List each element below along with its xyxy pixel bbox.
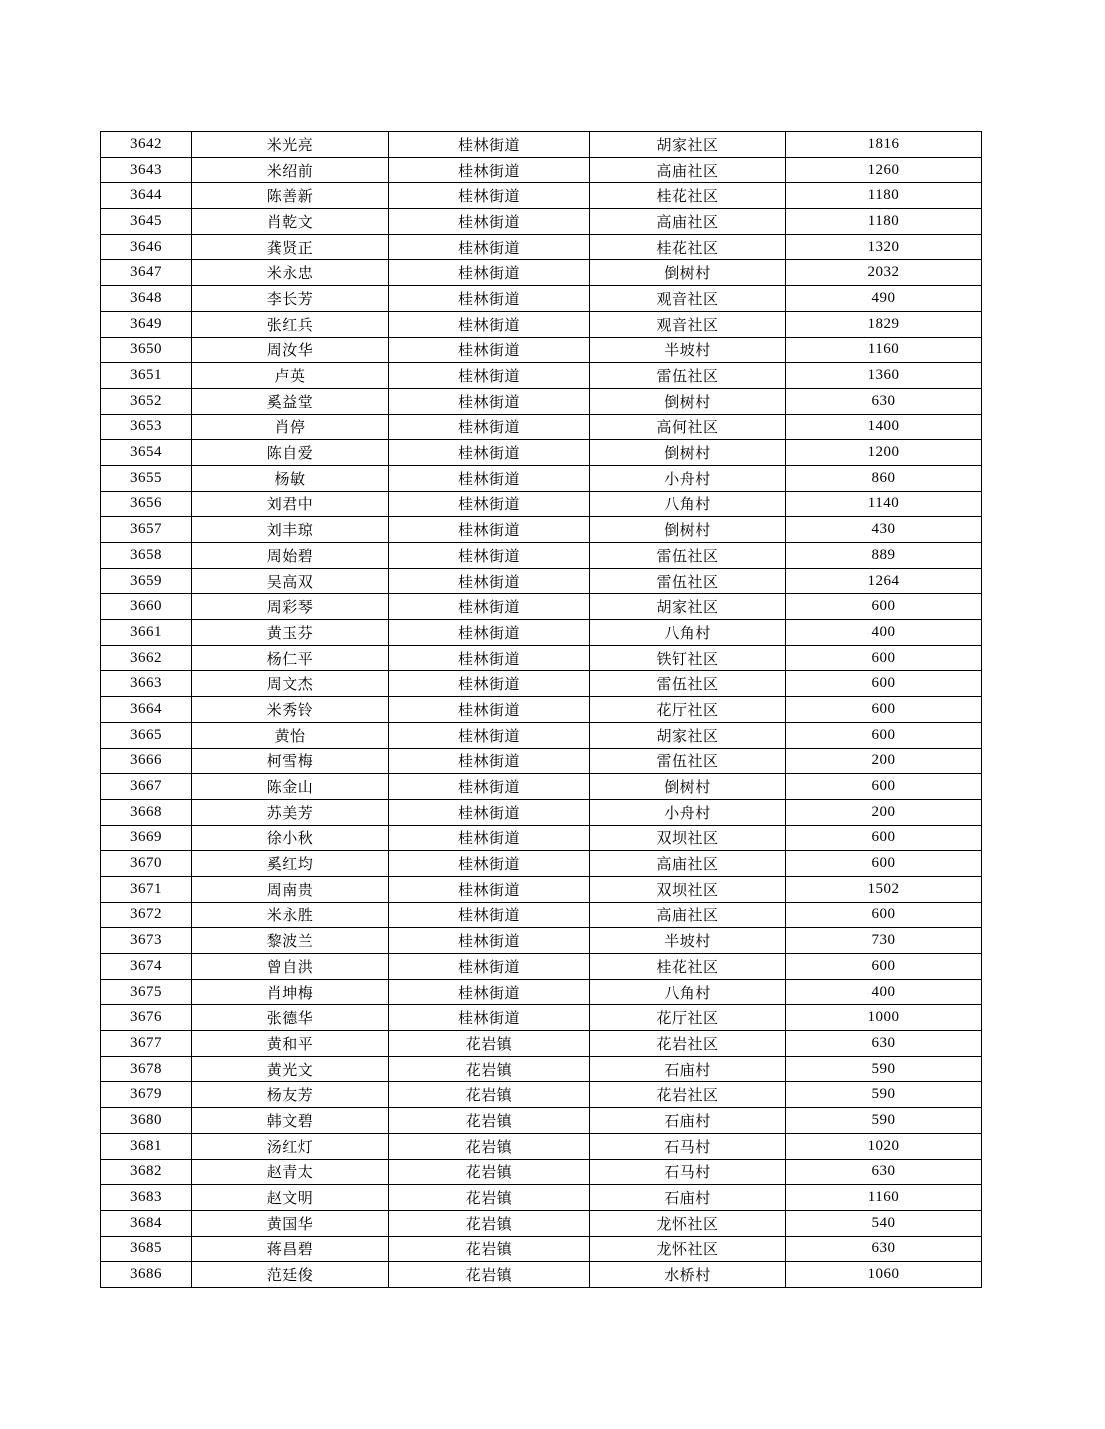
table-cell-village: 八角村 [590,491,786,517]
table-cell-name: 苏美芳 [192,799,389,825]
table-cell-street: 桂林街道 [389,491,590,517]
table-row [101,1005,982,1031]
table-cell-village: 雷伍社区 [590,748,786,774]
table-cell-street: 桂林街道 [389,260,590,286]
table-row [101,671,982,697]
table-cell-street: 花岩镇 [389,1031,590,1057]
table-body [101,132,982,1288]
table-row [101,876,982,902]
table-cell-amount: 1260 [786,157,982,183]
table-row [101,491,982,517]
table-cell-name: 张德华 [192,1005,389,1031]
table-cell-name: 周始碧 [192,543,389,569]
table-cell-street: 桂林街道 [389,928,590,954]
table-cell-amount: 540 [786,1210,982,1236]
table-row [101,697,982,723]
table-cell-street: 桂林街道 [389,465,590,491]
table-cell-id: 3651 [101,363,192,389]
table-row [101,1108,982,1134]
table-cell-amount: 600 [786,722,982,748]
table-cell-id: 3648 [101,286,192,312]
table-row [101,132,982,158]
table-row [101,1262,982,1288]
table-cell-village: 双坝社区 [590,825,786,851]
table-cell-name: 肖停 [192,414,389,440]
table-row [101,954,982,980]
table-cell-village: 观音社区 [590,311,786,337]
table-cell-village: 水桥村 [590,1262,786,1288]
table-cell-amount: 1360 [786,363,982,389]
table-cell-name: 龚贤正 [192,234,389,260]
table-cell-amount: 400 [786,979,982,1005]
table-cell-amount: 200 [786,748,982,774]
table-cell-id: 3656 [101,491,192,517]
table-cell-name: 米秀铃 [192,697,389,723]
table-cell-id: 3647 [101,260,192,286]
table-cell-amount: 630 [786,1159,982,1185]
table-cell-id: 3652 [101,388,192,414]
table-cell-village: 胡家社区 [590,594,786,620]
table-cell-amount: 400 [786,620,982,646]
table-cell-id: 3683 [101,1185,192,1211]
table-cell-amount: 1060 [786,1262,982,1288]
table-cell-street: 花岩镇 [389,1262,590,1288]
table-cell-id: 3661 [101,620,192,646]
table-cell-id: 3684 [101,1210,192,1236]
table-row [101,902,982,928]
table-cell-amount: 1320 [786,234,982,260]
table-cell-village: 高何社区 [590,414,786,440]
table-cell-name: 米永胜 [192,902,389,928]
table-cell-street: 桂林街道 [389,388,590,414]
table-cell-amount: 1264 [786,568,982,594]
table-cell-street: 桂林街道 [389,954,590,980]
table-cell-amount: 730 [786,928,982,954]
table-cell-street: 桂林街道 [389,825,590,851]
table-cell-name: 范廷俊 [192,1262,389,1288]
table-cell-village: 倒树村 [590,260,786,286]
table-cell-village: 花岩社区 [590,1082,786,1108]
table-cell-id: 3674 [101,954,192,980]
table-cell-amount: 600 [786,594,982,620]
table-cell-name: 柯雪梅 [192,748,389,774]
table-cell-street: 花岩镇 [389,1108,590,1134]
table-cell-id: 3653 [101,414,192,440]
table-row [101,337,982,363]
table-row [101,260,982,286]
table-cell-village: 八角村 [590,979,786,1005]
table-cell-id: 3645 [101,209,192,235]
table-cell-id: 3658 [101,543,192,569]
table-cell-name: 陈善新 [192,183,389,209]
table-cell-street: 桂林街道 [389,286,590,312]
table-cell-name: 刘君中 [192,491,389,517]
data-table [100,131,982,1288]
table-row [101,440,982,466]
table-row [101,799,982,825]
table-cell-village: 石庙村 [590,1108,786,1134]
table-cell-amount: 600 [786,774,982,800]
table-row [101,1056,982,1082]
table-cell-id: 3649 [101,311,192,337]
table-cell-amount: 630 [786,388,982,414]
table-cell-street: 桂林街道 [389,902,590,928]
table-cell-name: 周南贵 [192,876,389,902]
table-cell-street: 桂林街道 [389,568,590,594]
table-cell-id: 3669 [101,825,192,851]
table-cell-village: 倒树村 [590,440,786,466]
table-cell-village: 倒树村 [590,388,786,414]
table-cell-amount: 1180 [786,183,982,209]
table-cell-village: 铁钉社区 [590,645,786,671]
table-cell-village: 龙怀社区 [590,1236,786,1262]
table-row [101,209,982,235]
table-cell-village: 小舟村 [590,799,786,825]
table-cell-id: 3673 [101,928,192,954]
table-cell-village: 花岩社区 [590,1031,786,1057]
table-cell-amount: 1180 [786,209,982,235]
table-cell-village: 花厅社区 [590,697,786,723]
table-cell-amount: 600 [786,851,982,877]
table-cell-street: 桂林街道 [389,799,590,825]
table-cell-street: 桂林街道 [389,234,590,260]
table-cell-name: 张红兵 [192,311,389,337]
table-cell-amount: 490 [786,286,982,312]
table-cell-name: 卢英 [192,363,389,389]
table-cell-name: 肖坤梅 [192,979,389,1005]
table-cell-street: 桂林街道 [389,209,590,235]
table-cell-name: 黄怡 [192,722,389,748]
table-cell-name: 徐小秋 [192,825,389,851]
table-cell-village: 高庙社区 [590,157,786,183]
table-cell-name: 汤红灯 [192,1133,389,1159]
table-row [101,234,982,260]
table-row [101,465,982,491]
table-cell-id: 3644 [101,183,192,209]
table-cell-village: 雷伍社区 [590,363,786,389]
table-cell-id: 3685 [101,1236,192,1262]
table-cell-name: 奚红均 [192,851,389,877]
table-row [101,388,982,414]
table-cell-village: 半坡村 [590,928,786,954]
table-cell-street: 桂林街道 [389,620,590,646]
table-cell-name: 黎波兰 [192,928,389,954]
table-cell-id: 3650 [101,337,192,363]
table-cell-amount: 1000 [786,1005,982,1031]
table-cell-village: 观音社区 [590,286,786,312]
table-cell-name: 周文杰 [192,671,389,697]
table-row [101,517,982,543]
table-row [101,1185,982,1211]
table-cell-id: 3678 [101,1056,192,1082]
table-cell-village: 半坡村 [590,337,786,363]
table-cell-amount: 1160 [786,1185,982,1211]
table-cell-amount: 630 [786,1236,982,1262]
table-cell-amount: 860 [786,465,982,491]
table-cell-village: 高庙社区 [590,209,786,235]
table-cell-amount: 600 [786,697,982,723]
table-cell-village: 小舟村 [590,465,786,491]
table-cell-name: 李长芳 [192,286,389,312]
table-cell-amount: 600 [786,954,982,980]
table-row [101,543,982,569]
table-cell-name: 杨仁平 [192,645,389,671]
table-cell-id: 3676 [101,1005,192,1031]
table-cell-id: 3682 [101,1159,192,1185]
table-row [101,1031,982,1057]
table-cell-id: 3664 [101,697,192,723]
table-cell-village: 桂花社区 [590,234,786,260]
table-cell-street: 桂林街道 [389,132,590,158]
table-cell-name: 周彩琴 [192,594,389,620]
table-cell-name: 曾自洪 [192,954,389,980]
table-cell-village: 桂花社区 [590,954,786,980]
table-cell-name: 赵文明 [192,1185,389,1211]
table-cell-amount: 1502 [786,876,982,902]
table-cell-village: 石庙村 [590,1056,786,1082]
table-cell-amount: 1160 [786,337,982,363]
table-cell-amount: 1400 [786,414,982,440]
table-cell-id: 3659 [101,568,192,594]
table-cell-amount: 600 [786,671,982,697]
table-cell-name: 吴高双 [192,568,389,594]
table-cell-village: 倒树村 [590,774,786,800]
table-cell-street: 桂林街道 [389,851,590,877]
table-cell-name: 奚益堂 [192,388,389,414]
table-row [101,1133,982,1159]
table-cell-id: 3679 [101,1082,192,1108]
table-row [101,774,982,800]
table-cell-name: 陈金山 [192,774,389,800]
table-cell-village: 高庙社区 [590,851,786,877]
table-row [101,1159,982,1185]
table-cell-street: 桂林街道 [389,440,590,466]
table-cell-street: 花岩镇 [389,1236,590,1262]
table-row [101,722,982,748]
table-cell-id: 3672 [101,902,192,928]
table-row [101,594,982,620]
table-cell-amount: 600 [786,825,982,851]
table-cell-name: 杨敏 [192,465,389,491]
table-cell-id: 3646 [101,234,192,260]
table-cell-village: 倒树村 [590,517,786,543]
table-cell-id: 3642 [101,132,192,158]
table-cell-village: 胡家社区 [590,132,786,158]
table-cell-street: 桂林街道 [389,748,590,774]
table-cell-name: 陈自爱 [192,440,389,466]
table-cell-id: 3660 [101,594,192,620]
table-cell-id: 3680 [101,1108,192,1134]
table-row [101,851,982,877]
table-cell-id: 3654 [101,440,192,466]
table-cell-village: 石庙村 [590,1185,786,1211]
table-cell-id: 3666 [101,748,192,774]
table-cell-street: 桂林街道 [389,645,590,671]
table-row [101,1236,982,1262]
table-cell-name: 周汝华 [192,337,389,363]
table-cell-id: 3657 [101,517,192,543]
table-row [101,825,982,851]
table-cell-amount: 200 [786,799,982,825]
table-cell-village: 八角村 [590,620,786,646]
table-cell-name: 刘丰琼 [192,517,389,543]
table-row [101,1082,982,1108]
table-row [101,568,982,594]
table-row [101,1210,982,1236]
table-cell-id: 3665 [101,722,192,748]
table-cell-street: 桂林街道 [389,876,590,902]
table-cell-id: 3663 [101,671,192,697]
table-cell-name: 黄和平 [192,1031,389,1057]
table-row [101,620,982,646]
table-row [101,286,982,312]
table-cell-street: 桂林街道 [389,774,590,800]
table-cell-street: 花岩镇 [389,1082,590,1108]
table-cell-amount: 889 [786,543,982,569]
table-cell-name: 杨友芳 [192,1082,389,1108]
table-cell-id: 3670 [101,851,192,877]
table-cell-street: 花岩镇 [389,1210,590,1236]
table-cell-street: 桂林街道 [389,594,590,620]
table-cell-name: 米永忠 [192,260,389,286]
table-cell-name: 黄玉芬 [192,620,389,646]
table-cell-village: 高庙社区 [590,902,786,928]
table-cell-street: 花岩镇 [389,1185,590,1211]
table-cell-street: 桂林街道 [389,337,590,363]
table-cell-amount: 2032 [786,260,982,286]
table-cell-id: 3643 [101,157,192,183]
table-cell-id: 3667 [101,774,192,800]
table-cell-amount: 590 [786,1082,982,1108]
table-cell-name: 黄光文 [192,1056,389,1082]
table-cell-street: 桂林街道 [389,671,590,697]
table-cell-village: 雷伍社区 [590,671,786,697]
table-cell-street: 桂林街道 [389,979,590,1005]
table-cell-village: 石马村 [590,1159,786,1185]
table-cell-name: 肖乾文 [192,209,389,235]
table-cell-village: 胡家社区 [590,722,786,748]
table-cell-id: 3662 [101,645,192,671]
table-cell-village: 石马村 [590,1133,786,1159]
table-cell-street: 桂林街道 [389,363,590,389]
table-cell-amount: 430 [786,517,982,543]
table-cell-amount: 1020 [786,1133,982,1159]
table-cell-village: 雷伍社区 [590,543,786,569]
table-cell-id: 3668 [101,799,192,825]
table-cell-street: 花岩镇 [389,1133,590,1159]
table-cell-street: 桂林街道 [389,722,590,748]
table-row [101,311,982,337]
table-cell-name: 米光亮 [192,132,389,158]
table-cell-id: 3677 [101,1031,192,1057]
table-cell-village: 龙怀社区 [590,1210,786,1236]
table-row [101,414,982,440]
table-row [101,928,982,954]
table-cell-id: 3675 [101,979,192,1005]
table-cell-street: 桂林街道 [389,1005,590,1031]
table-cell-amount: 590 [786,1108,982,1134]
table-cell-name: 蒋昌碧 [192,1236,389,1262]
table-cell-street: 桂林街道 [389,414,590,440]
table-cell-name: 黄国华 [192,1210,389,1236]
table-cell-street: 花岩镇 [389,1159,590,1185]
table-cell-village: 花厅社区 [590,1005,786,1031]
table-cell-street: 桂林街道 [389,543,590,569]
table-cell-street: 桂林街道 [389,697,590,723]
table-cell-amount: 600 [786,902,982,928]
table-cell-street: 桂林街道 [389,517,590,543]
table-cell-street: 桂林街道 [389,183,590,209]
table-cell-amount: 590 [786,1056,982,1082]
table-cell-amount: 1200 [786,440,982,466]
table-cell-village: 雷伍社区 [590,568,786,594]
table-row [101,748,982,774]
table-cell-id: 3655 [101,465,192,491]
table-cell-amount: 1829 [786,311,982,337]
table-cell-village: 桂花社区 [590,183,786,209]
table-cell-amount: 630 [786,1031,982,1057]
table-cell-amount: 1140 [786,491,982,517]
table-cell-id: 3671 [101,876,192,902]
table-cell-id: 3681 [101,1133,192,1159]
table-row [101,183,982,209]
table-cell-street: 花岩镇 [389,1056,590,1082]
table-cell-amount: 1816 [786,132,982,158]
table-cell-name: 赵青太 [192,1159,389,1185]
table-row [101,157,982,183]
table-cell-id: 3686 [101,1262,192,1288]
table-row [101,363,982,389]
table-row [101,979,982,1005]
table-cell-street: 桂林街道 [389,311,590,337]
table-cell-name: 韩文碧 [192,1108,389,1134]
table-row [101,645,982,671]
table-cell-amount: 600 [786,645,982,671]
table-cell-street: 桂林街道 [389,157,590,183]
table-cell-village: 双坝社区 [590,876,786,902]
table-cell-name: 米绍前 [192,157,389,183]
